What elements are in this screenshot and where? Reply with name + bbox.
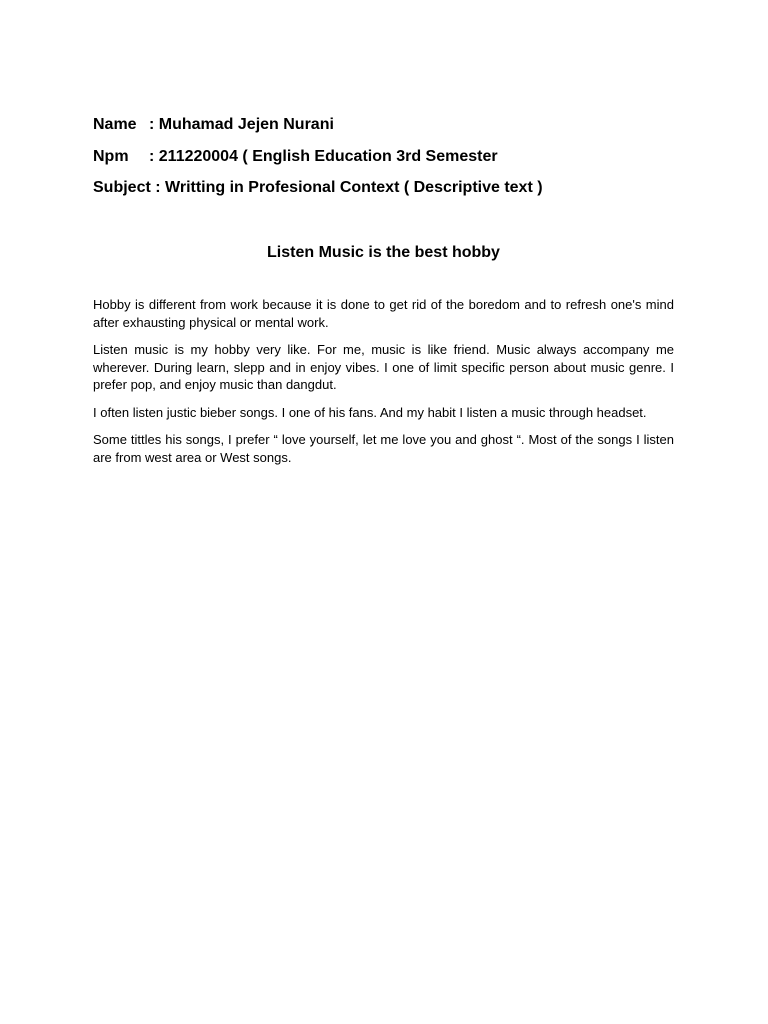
- document-page: [93, 113, 674, 476]
- paragraph: Some tittles his songs, I prefer “ love yourself, let me love you and ghost “. Most of the songs I listen are from west area or West songs.: [93, 432, 674, 465]
- name-value: : Muhamad Jejen Nurani: [149, 116, 334, 133]
- name-line: [93, 113, 674, 137]
- subject-line: [93, 176, 674, 200]
- paragraph: Listen music is my hobby very like. For me, music is like friend. Music always accompany me wherever. During learn, slepp and in enjoy vibes. I one of limit specific person about music genre. I prefer pop, and enjoy music than dangdut.: [93, 342, 674, 392]
- subject-label: Subject: [93, 179, 151, 196]
- name-label: Name: [93, 116, 137, 133]
- document-body: [93, 296, 674, 466]
- npm-line: [93, 145, 674, 169]
- npm-label: Npm: [93, 147, 129, 165]
- subject-value: : Writting in Profesional Context ( Descriptive text ): [155, 179, 543, 196]
- paragraph: Hobby is different from work because it is done to get rid of the boredom and to refresh one's mind after exhausting physical or mental work.: [93, 297, 674, 330]
- npm-value: : 211220004 ( English Education 3rd Semester: [149, 147, 498, 165]
- paragraph: I often listen justic bieber songs. I one of his fans. And my habit I listen a music through headset.: [93, 404, 647, 420]
- document-title: Listen Music is the best hobby: [267, 244, 500, 261]
